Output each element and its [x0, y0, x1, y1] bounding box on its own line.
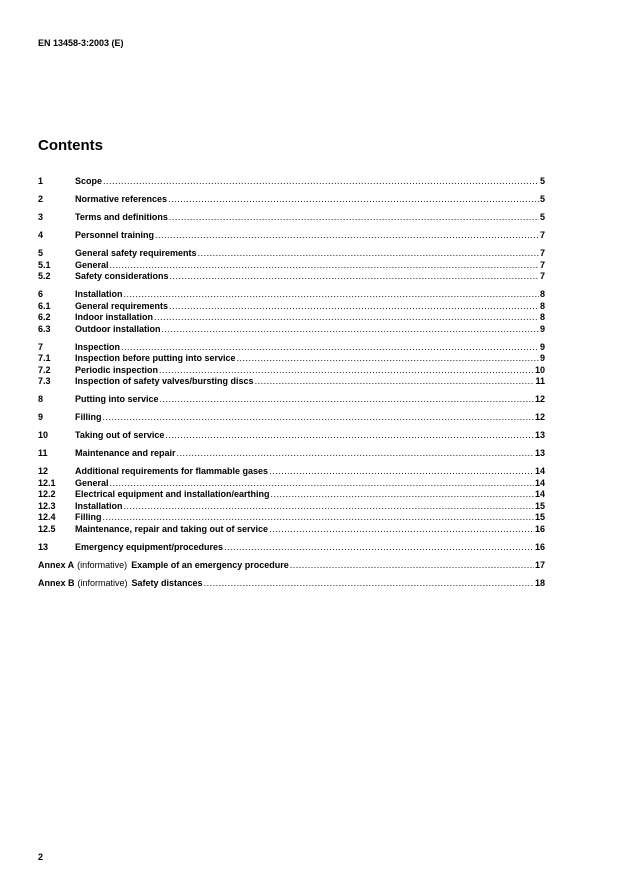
- toc-title: General: [75, 259, 109, 270]
- toc-title: Safety considerations: [75, 271, 169, 281]
- toc-number: 12: [38, 466, 49, 476]
- dot-leader: [224, 542, 534, 554]
- toc-page: 7: [539, 230, 545, 240]
- toc-number: 6.2: [38, 312, 51, 322]
- toc-entry-7-1[interactable]: [38, 353, 545, 365]
- toc-number: 7: [38, 341, 44, 352]
- toc-number: 12.5: [38, 523, 56, 534]
- table-of-contents: [38, 176, 545, 589]
- toc-entry-8[interactable]: [38, 394, 545, 406]
- toc-number: 2: [38, 194, 44, 204]
- toc-number: 12.4: [38, 512, 56, 522]
- toc-entry-12-2[interactable]: [38, 489, 545, 501]
- toc-number: 10: [38, 430, 49, 440]
- toc-page: 5: [539, 212, 545, 222]
- toc-annex-b[interactable]: [38, 578, 545, 590]
- toc-title: Filling: [75, 512, 102, 522]
- toc-number: 4: [38, 230, 44, 240]
- toc-number: 5.1: [38, 259, 51, 270]
- toc-page: 15: [534, 512, 545, 522]
- toc-page: 12: [534, 394, 545, 404]
- toc-title: Additional requirements for flammable gases: [75, 466, 269, 476]
- toc-entry-13[interactable]: [38, 542, 545, 554]
- dot-leader: [165, 430, 534, 442]
- toc-title: Outdoor installation: [75, 323, 161, 334]
- toc-title: Taking out of service: [75, 430, 165, 440]
- toc-entry-5[interactable]: [38, 248, 545, 260]
- dot-leader: [155, 230, 539, 242]
- toc-title: Personnel training: [75, 230, 155, 240]
- dot-leader: [237, 353, 539, 365]
- toc-page: 9: [539, 323, 545, 334]
- toc-page: 11: [535, 376, 545, 386]
- toc-page: 17: [534, 559, 545, 570]
- annex-label: Annex A: [38, 559, 75, 570]
- dot-leader: [110, 478, 534, 490]
- toc-title: Indoor installation: [75, 312, 153, 322]
- toc-title: Scope: [75, 176, 103, 186]
- toc-number: 6: [38, 289, 44, 299]
- toc-entry-9[interactable]: [38, 412, 545, 424]
- dot-leader: [160, 394, 534, 406]
- page-number: 2: [38, 852, 44, 862]
- toc-page: 15: [534, 500, 545, 511]
- toc-entry-10[interactable]: [38, 430, 545, 442]
- toc-page: 8: [539, 312, 545, 322]
- toc-page: 7: [539, 248, 545, 258]
- dot-leader: [124, 501, 534, 513]
- toc-entry-5-2[interactable]: [38, 271, 545, 283]
- toc-page: 8: [539, 300, 545, 311]
- toc-page: 13: [534, 448, 545, 458]
- document-id-header: EN 13458-3:2003 (E): [38, 38, 124, 48]
- dot-leader: [169, 301, 539, 313]
- toc-title: Electrical equipment and installation/earthing: [75, 489, 270, 499]
- toc-page: 18: [534, 577, 545, 588]
- toc-entry-6-2[interactable]: [38, 312, 545, 324]
- dot-leader: [170, 271, 539, 283]
- toc-number: 12.1: [38, 477, 56, 488]
- toc-title: Maintenance, repair and taking out of service: [75, 523, 269, 534]
- toc-page: 9: [539, 341, 545, 352]
- dot-leader: [124, 289, 539, 301]
- toc-number: 7.2: [38, 364, 51, 375]
- annex-informative: (informative): [77, 559, 128, 570]
- toc-entry-5-1[interactable]: [38, 260, 545, 272]
- toc-page: 14: [534, 477, 545, 488]
- dot-leader: [159, 365, 534, 377]
- toc-entry-12-5[interactable]: [38, 524, 545, 536]
- dot-leader: [290, 560, 534, 572]
- toc-title: Normative references: [75, 194, 168, 204]
- toc-page: 8: [539, 289, 545, 299]
- toc-title: Filling: [75, 412, 102, 422]
- toc-page: 16: [534, 541, 545, 552]
- toc-page: 5: [539, 194, 545, 204]
- toc-page: 12: [534, 412, 545, 422]
- dot-leader: [168, 194, 539, 206]
- dot-leader: [121, 342, 539, 354]
- toc-entry-12-1[interactable]: [38, 478, 545, 490]
- toc-entry-4[interactable]: [38, 230, 545, 242]
- dot-leader: [103, 512, 534, 524]
- toc-title: General requirements: [75, 300, 169, 311]
- page-title: Contents: [38, 137, 103, 154]
- toc-title: Inspection: [75, 341, 121, 352]
- toc-entry-2[interactable]: [38, 194, 545, 206]
- toc-title: Periodic inspection: [75, 364, 159, 375]
- dot-leader: [154, 312, 539, 324]
- dot-leader: [269, 466, 534, 478]
- toc-page: 14: [534, 466, 545, 476]
- annex-informative: (informative): [77, 577, 128, 588]
- toc-number: 11: [38, 448, 48, 458]
- dot-leader: [204, 578, 534, 590]
- dot-leader: [269, 524, 534, 536]
- toc-title: Putting into service: [75, 394, 159, 404]
- toc-number: 1: [38, 176, 44, 186]
- dot-leader: [169, 212, 539, 224]
- toc-page: 14: [534, 489, 545, 499]
- dot-leader: [198, 248, 539, 260]
- toc-entry-12-4[interactable]: [38, 512, 545, 524]
- dot-leader: [110, 260, 539, 272]
- toc-entry-7[interactable]: [38, 342, 545, 354]
- toc-title: Inspection of safety valves/bursting discs: [75, 376, 254, 386]
- annex-label: Annex B: [38, 577, 75, 588]
- toc-title: Example of an emergency procedure: [131, 559, 289, 570]
- toc-number: 7.3: [38, 376, 51, 386]
- toc-page: 7: [539, 259, 545, 270]
- toc-page: 16: [534, 523, 545, 534]
- toc-entry-6-3[interactable]: [38, 324, 545, 336]
- toc-entry-11[interactable]: [38, 448, 545, 460]
- toc-number: 13: [38, 541, 49, 552]
- dot-leader: [103, 176, 539, 188]
- toc-title: General: [75, 477, 109, 488]
- toc-entry-7-3[interactable]: [38, 376, 545, 388]
- toc-number: 3: [38, 212, 44, 222]
- toc-number: 6.1: [38, 300, 51, 311]
- toc-page: 10: [534, 364, 545, 375]
- toc-title: Inspection before putting into service: [75, 353, 236, 363]
- toc-title: General safety requirements: [75, 248, 197, 258]
- toc-entry-12[interactable]: [38, 466, 545, 478]
- toc-number: 5.2: [38, 271, 51, 281]
- dot-leader: [162, 324, 539, 336]
- dot-leader: [271, 489, 534, 501]
- toc-title: Installation: [75, 289, 123, 299]
- toc-title: Maintenance and repair: [75, 448, 176, 458]
- dot-leader: [177, 448, 534, 460]
- toc-title: Installation: [75, 500, 123, 511]
- toc-page: 9: [539, 353, 545, 363]
- toc-number: 7.1: [38, 353, 51, 363]
- toc-title: Terms and definitions: [75, 212, 168, 222]
- toc-number: 12.3: [38, 500, 56, 511]
- toc-page: 13: [534, 430, 545, 440]
- dot-leader: [255, 376, 535, 388]
- toc-number: 12.2: [38, 489, 56, 499]
- toc-annex-a[interactable]: [38, 560, 545, 572]
- toc-page: 5: [539, 176, 545, 186]
- toc-number: 5: [38, 248, 44, 258]
- toc-entry-12-3[interactable]: [38, 501, 545, 513]
- toc-number: 6.3: [38, 323, 51, 334]
- toc-page: 7: [539, 271, 545, 281]
- toc-title: Emergency equipment/procedures: [75, 541, 224, 552]
- toc-entry-3[interactable]: [38, 212, 545, 224]
- toc-entry-6[interactable]: [38, 289, 545, 301]
- toc-title: Safety distances: [131, 577, 203, 588]
- toc-number: 8: [38, 394, 44, 404]
- toc-entry-7-2[interactable]: [38, 365, 545, 377]
- dot-leader: [103, 412, 534, 424]
- toc-entry-1[interactable]: [38, 176, 545, 188]
- toc-number: 9: [38, 412, 44, 422]
- toc-entry-6-1[interactable]: [38, 301, 545, 313]
